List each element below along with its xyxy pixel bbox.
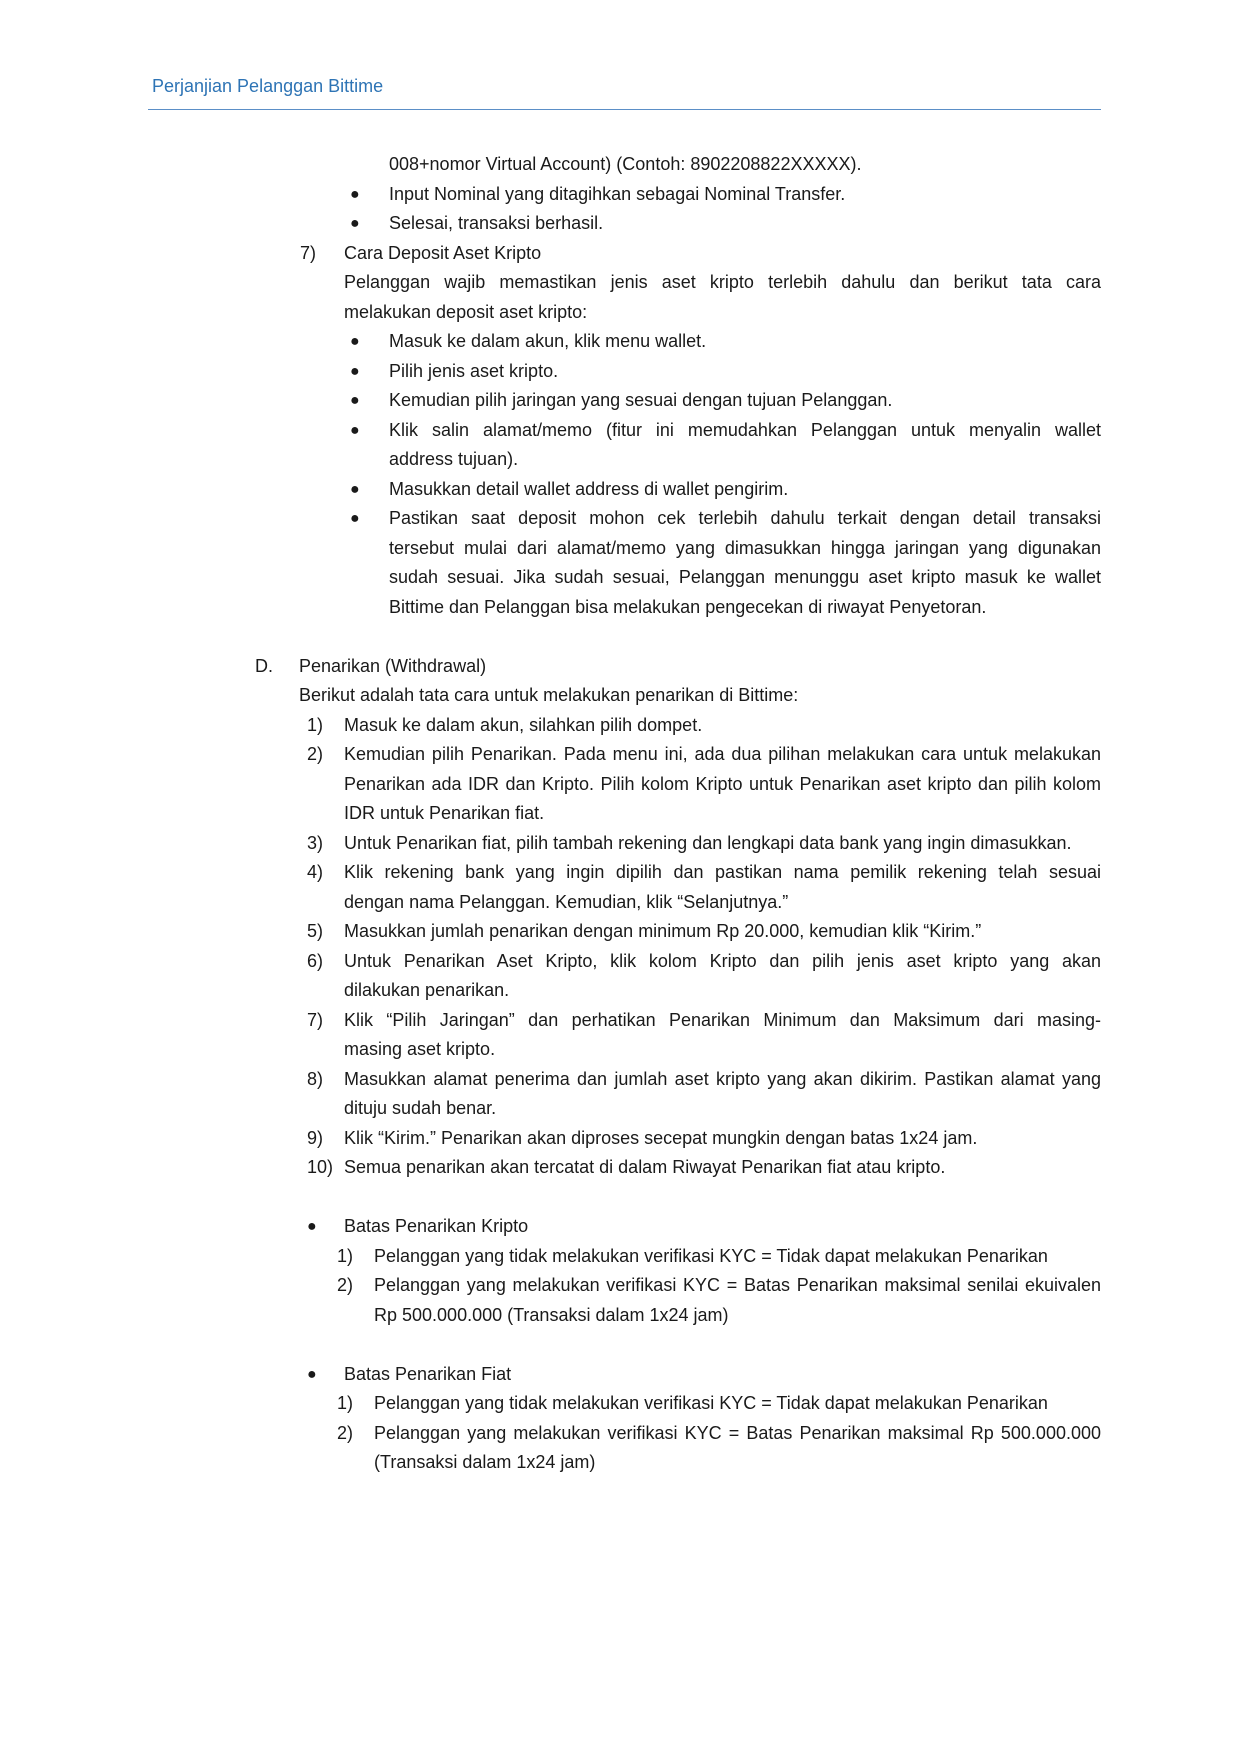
item-number: 1): [337, 1245, 354, 1266]
text: Klik rekening bank yang ingin dipilih dan pastikan nama pemilik rekening telah sesuai: [344, 862, 1101, 882]
text: Kemudian pilih jaringan yang sesuai dengan tujuan Pelanggan.: [389, 390, 893, 410]
step-item: [0, 858, 1241, 888]
text: Pelanggan yang melakukan verifikasi KYC = Batas Penarikan maksimal senilai ekuivalen: [374, 1275, 1101, 1295]
bullet-icon: ●: [307, 1365, 317, 1383]
bullet-icon: ●: [350, 215, 360, 232]
text: IDR untuk Penarikan fiat.: [344, 803, 545, 823]
text: Berikut adalah tata cara untuk melakukan penarikan di Bittime:: [299, 685, 799, 705]
text: Masuk ke dalam akun, silahkan pilih dompet.: [344, 714, 703, 735]
text: Klik “Pilih Jaringan” dan perhatikan Penarikan Minimum dan Maksimum dari masing-: [344, 1009, 1101, 1030]
step-item: [0, 770, 1241, 800]
step-item: [0, 711, 1241, 741]
text: Pelanggan yang melakukan verifikasi KYC = Batas Penarikan maksimal Rp 500.000.000: [374, 1422, 1101, 1443]
limit-item: [0, 1389, 1241, 1419]
list-item: [0, 475, 1241, 505]
bullet-icon: ●: [350, 510, 360, 527]
step-item: [0, 976, 1241, 1006]
bullet-icon: ●: [350, 392, 360, 409]
list-item: [0, 180, 1241, 210]
list-item: [0, 357, 1241, 387]
step-item: [0, 1124, 1241, 1154]
limit-item: [0, 1271, 1241, 1301]
section-letter: D.: [255, 655, 273, 676]
text: Bittime dan Pelanggan bisa melakukan pengecekan di riwayat Penyetoran.: [389, 596, 987, 617]
limit-heading: [0, 1212, 1241, 1242]
text: Klik salin alamat/memo (fitur ini memudahkan Pelanggan untuk menyalin wallet: [389, 419, 1101, 440]
text: Masukkan alamat penerima dan jumlah aset kripto yang akan dikirim. Pastikan alamat yang: [344, 1068, 1101, 1089]
item-number: 2): [337, 1422, 354, 1443]
limit-item: [0, 1419, 1241, 1449]
limit-heading: [0, 1360, 1241, 1390]
list-item: [0, 445, 1241, 475]
step-item: [0, 888, 1241, 918]
step-number: 4): [307, 862, 324, 882]
text: masing aset kripto.: [344, 1039, 496, 1059]
text: Penarikan (Withdrawal): [299, 655, 487, 676]
step-item: [0, 829, 1241, 859]
limit-item: [0, 1448, 1241, 1478]
text: Batas Penarikan Fiat: [344, 1363, 512, 1384]
text: 008+nomor Virtual Account) (Contoh: 8902208822XXXXX).: [389, 154, 862, 174]
bullet-icon: ●: [307, 1218, 317, 1235]
step-item: [0, 1065, 1241, 1095]
text: Batas Penarikan Kripto: [344, 1216, 529, 1236]
step-item: [0, 740, 1241, 770]
item-number: 2): [337, 1275, 354, 1295]
spacer: [0, 1330, 1241, 1360]
text: dilakukan penarikan.: [344, 980, 510, 1000]
step-number: 1): [307, 714, 324, 735]
section-heading: [0, 239, 1241, 269]
bullet-icon: ●: [350, 333, 360, 350]
text: tersebut mulai dari alamat/memo yang dimasukkan hingga jaringan yang digunakan: [389, 537, 1101, 558]
step-item: [0, 1153, 1241, 1183]
step-item: [0, 799, 1241, 829]
text: Pelanggan wajib memastikan jenis aset kripto terlebih dahulu dan berikut tata cara: [344, 272, 1101, 292]
text: Masuk ke dalam akun, klik menu wallet.: [389, 331, 707, 351]
continuation-line: [0, 150, 1241, 180]
list-item: [0, 534, 1241, 564]
text: dituju sudah benar.: [344, 1098, 497, 1118]
step-item: [0, 1094, 1241, 1124]
text: sudah sesuai. Jika sudah sesuai, Pelanggan menunggu aset kripto masuk ke wallet: [389, 567, 1101, 587]
text: address tujuan).: [389, 449, 519, 469]
spacer: [0, 622, 1241, 652]
text: Untuk Penarikan fiat, pilih tambah rekening dan lengkapi data bank yang ingin dimasukkan.: [344, 832, 1072, 853]
text: Cara Deposit Aset Kripto: [344, 242, 542, 263]
item-number: 7): [300, 242, 317, 263]
bullet-icon: ●: [350, 185, 360, 203]
text: melakukan deposit aset kripto:: [344, 301, 588, 322]
paragraph-line: [0, 681, 1241, 711]
step-number: 9): [307, 1127, 324, 1148]
item-number: 1): [337, 1393, 354, 1413]
text: Selesai, transaksi berhasil.: [389, 213, 604, 233]
paragraph-line: [0, 268, 1241, 298]
header-divider: [148, 109, 1101, 110]
step-item: [0, 1006, 1241, 1036]
text: Input Nominal yang ditagihkan sebagai Nominal Transfer.: [389, 183, 846, 204]
limit-item: [0, 1301, 1241, 1331]
text: Kemudian pilih Penarikan. Pada menu ini, ada dua pilihan melakukan cara untuk melakukan: [344, 744, 1101, 764]
text: Pelanggan yang tidak melakukan verifikasi KYC = Tidak dapat melakukan Penarikan: [374, 1245, 1048, 1266]
step-number: 8): [307, 1068, 324, 1089]
text: Semua penarikan akan tercatat di dalam Riwayat Penarikan fiat atau kripto.: [344, 1157, 946, 1177]
section-heading: [0, 652, 1241, 682]
paragraph-line: [0, 298, 1241, 328]
list-item: [0, 416, 1241, 446]
list-item: [0, 386, 1241, 416]
step-item: [0, 947, 1241, 977]
text: Untuk Penarikan Aset Kripto, klik kolom Kripto dan pilih jenis aset kripto yang akan: [344, 950, 1101, 971]
text: dengan nama Pelanggan. Kemudian, klik “Selanjutnya.”: [344, 891, 789, 912]
list-item: [0, 593, 1241, 623]
step-item: [0, 1035, 1241, 1065]
text: Rp 500.000.000 (Transaksi dalam 1x24 jam): [374, 1304, 729, 1325]
text: Pelanggan yang tidak melakukan verifikasi KYC = Tidak dapat melakukan Penarikan: [374, 1393, 1048, 1413]
text: (Transaksi dalam 1x24 jam): [374, 1452, 596, 1472]
text: Klik “Kirim.” Penarikan akan diproses secepat mungkin dengan batas 1x24 jam.: [344, 1127, 978, 1148]
page-header-title: Perjanjian Pelanggan Bittime: [152, 76, 384, 96]
text: Pastikan saat deposit mohon cek terlebih dahulu terkait dengan detail transaksi: [389, 508, 1101, 528]
text: Masukkan jumlah penarikan dengan minimum Rp 20.000, kemudian klik “Kirim.”: [344, 921, 982, 941]
text: Pilih jenis aset kripto.: [389, 360, 559, 381]
step-number: 10): [307, 1157, 334, 1177]
list-item: [0, 209, 1241, 239]
step-number: 5): [307, 921, 324, 941]
document-body: [0, 150, 1241, 1478]
step-item: [0, 917, 1241, 947]
step-number: 2): [307, 744, 324, 764]
text: Masukkan detail wallet address di wallet pengirim.: [389, 478, 789, 499]
step-number: 3): [307, 832, 324, 853]
limit-item: [0, 1242, 1241, 1272]
bullet-icon: ●: [350, 480, 360, 498]
text: Penarikan ada IDR dan Kripto. Pilih kolom Kripto untuk Penarikan aset kripto dan pilih kolom: [344, 773, 1101, 794]
list-item: [0, 327, 1241, 357]
step-number: 6): [307, 950, 324, 971]
list-item: [0, 504, 1241, 534]
spacer: [0, 1183, 1241, 1213]
bullet-icon: ●: [350, 362, 360, 380]
list-item: [0, 563, 1241, 593]
step-number: 7): [307, 1009, 324, 1030]
bullet-icon: ●: [350, 421, 360, 439]
